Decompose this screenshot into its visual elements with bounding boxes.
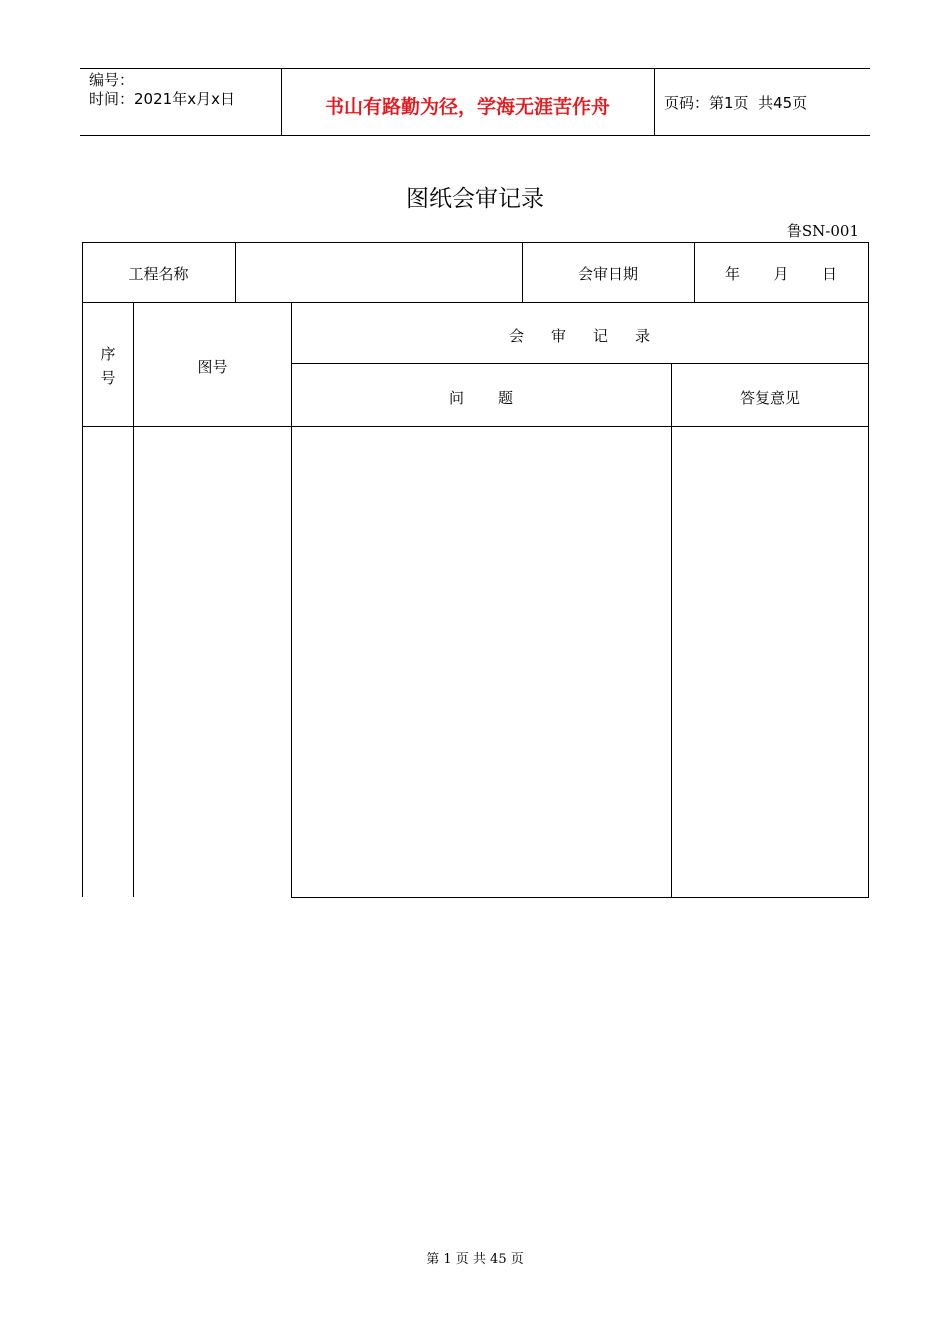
table-subheader-rule — [291, 363, 868, 364]
motto-text: 书山有路勤为径，学海无涯苦作舟 — [324, 96, 610, 118]
table-row1-bottom — [82, 302, 868, 303]
table-left-border — [82, 242, 83, 897]
serial-number-label: 编号： — [89, 71, 135, 89]
review-date-value — [694, 263, 868, 284]
table-top-border — [82, 242, 868, 243]
project-name-divider — [235, 242, 236, 302]
table-header-bottom — [82, 426, 868, 427]
seq-column-divider — [133, 302, 134, 897]
page-footer: 第 1 页 共 45 页 — [426, 1252, 524, 1267]
table-bottom-border — [291, 897, 868, 898]
project-name-label: 工程名称 — [128, 265, 189, 283]
form-code: 鲁SN-001 — [786, 222, 859, 240]
time-label: 时间： — [89, 90, 135, 108]
page-label: 页码： — [664, 94, 710, 112]
time-line — [89, 90, 235, 108]
page-value: 第1页 共45页 — [709, 94, 808, 112]
document-title: 图纸会审记录 — [406, 186, 544, 212]
time-value: 2021年x月x日 — [134, 90, 235, 108]
reply-label: 答复意见 — [739, 389, 800, 407]
question-column-divider — [671, 363, 672, 898]
review-date-label: 会审日期 — [577, 265, 638, 283]
seq-label: 序号 — [100, 345, 116, 387]
header-divider-right — [654, 68, 655, 136]
header-top-rule — [80, 68, 870, 69]
page-indicator — [664, 94, 807, 112]
date-placeholder: 年 月 日 — [724, 265, 838, 283]
drawing-no-label: 图号 — [197, 358, 228, 376]
header-bottom-rule — [80, 135, 870, 136]
question-label: 问题 — [448, 389, 547, 407]
review-record-label: 会审记录 — [508, 327, 677, 345]
